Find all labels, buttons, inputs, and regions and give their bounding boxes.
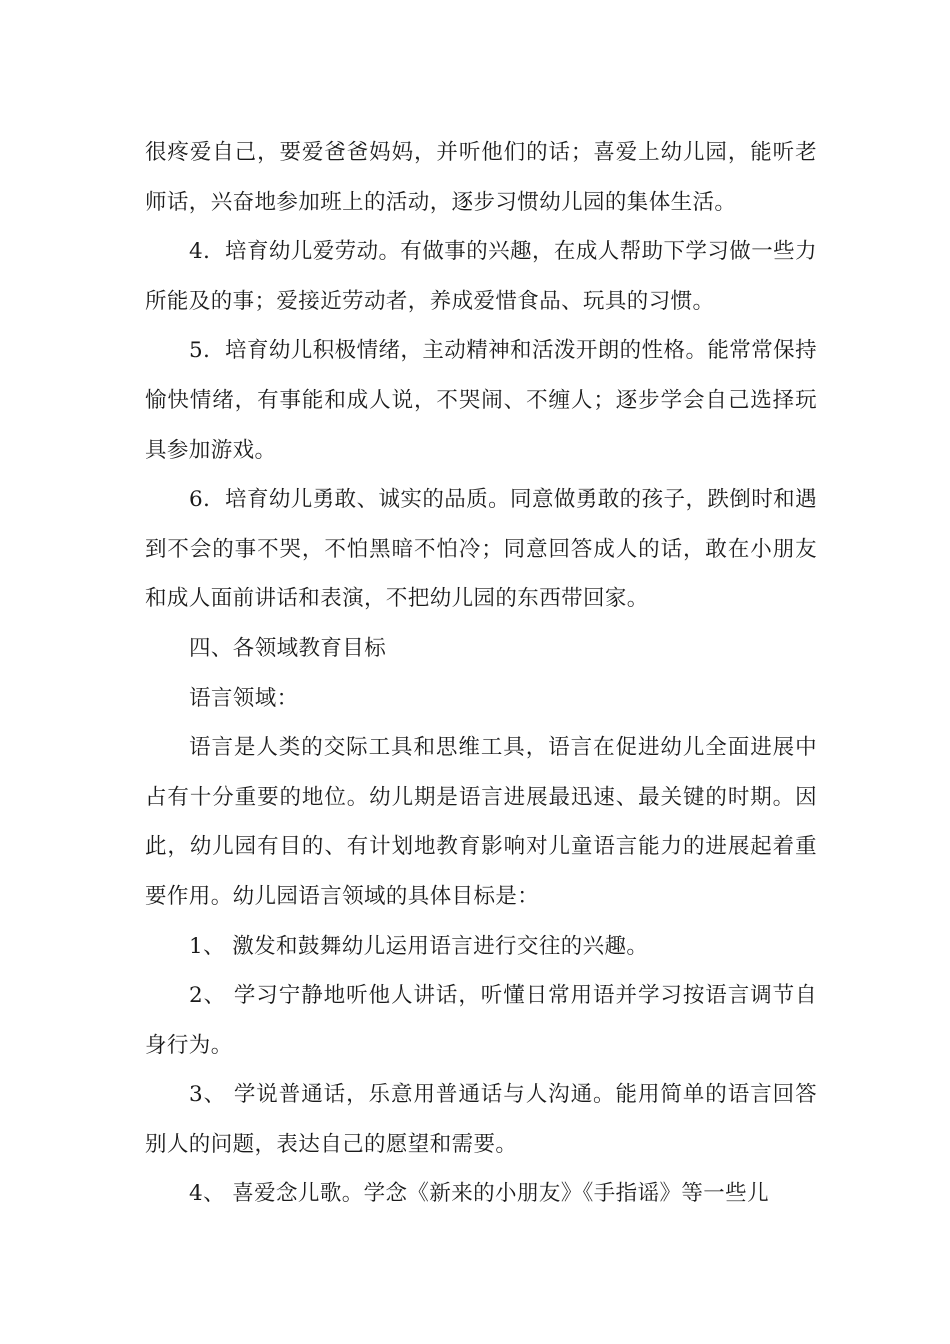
subsection-heading: 语言领域： (189, 685, 299, 711)
body-text (145, 128, 817, 1219)
goal-item-4: 4、 喜爱念儿歌。学念《新来的小朋友》《手指谣》等一些儿 (189, 1181, 769, 1207)
paragraph-item-6: 6．培育幼儿勇敢、诚实的品质。同意做勇敢的孩子，跌倒时和遇到不会的事不哭，不怕黑暗不怕冷；同意回答成人的话，敢在小朋友和成人面前讲话和表演，不把幼儿园的东西带回家。 (145, 487, 817, 612)
paragraph-continuation: 很疼爱自己，要爱爸爸妈妈，并听他们的话；喜爱上幼儿园，能听老师话，兴奋地参加班上的活动，逐步习惯幼儿园的集体生活。 (145, 140, 817, 215)
goal-item-1: 1、 激发和鼓舞幼儿运用语言进行交往的兴趣。 (189, 933, 649, 959)
goal-item-2: 2、 学习宁静地听他人讲话，听懂日常用语并学习按语言调节自身行为。 (145, 983, 817, 1058)
paragraph-item-5: 5．培育幼儿积极情绪，主动精神和活泼开朗的性格。能常常保持愉快情绪，有事能和成人说，不哭闹、不缠人；逐步学会自己选择玩具参加游戏。 (145, 338, 817, 463)
section-heading: 四、各领域教育目标 (189, 635, 387, 661)
paragraph-intro: 语言是人类的交际工具和思维工具，语言在促进幼儿全面进展中占有十分重要的地位。幼儿期是语言进展最迅速、最关键的时期。因此，幼儿园有目的、有计划地教育影响对儿童语言能力的进展起着重要作用。幼儿园语言领域的具体目标是： (145, 735, 817, 909)
goal-item-3: 3、 学说普通话，乐意用普通话与人沟通。能用简单的语言回答别人的问题，表达自己的愿望和需要。 (145, 1082, 817, 1157)
paragraph-item-4: 4．培育幼儿爱劳动。有做事的兴趣，在成人帮助下学习做一些力所能及的事；爱接近劳动者，养成爱惜食品、玩具的习惯。 (145, 239, 817, 314)
